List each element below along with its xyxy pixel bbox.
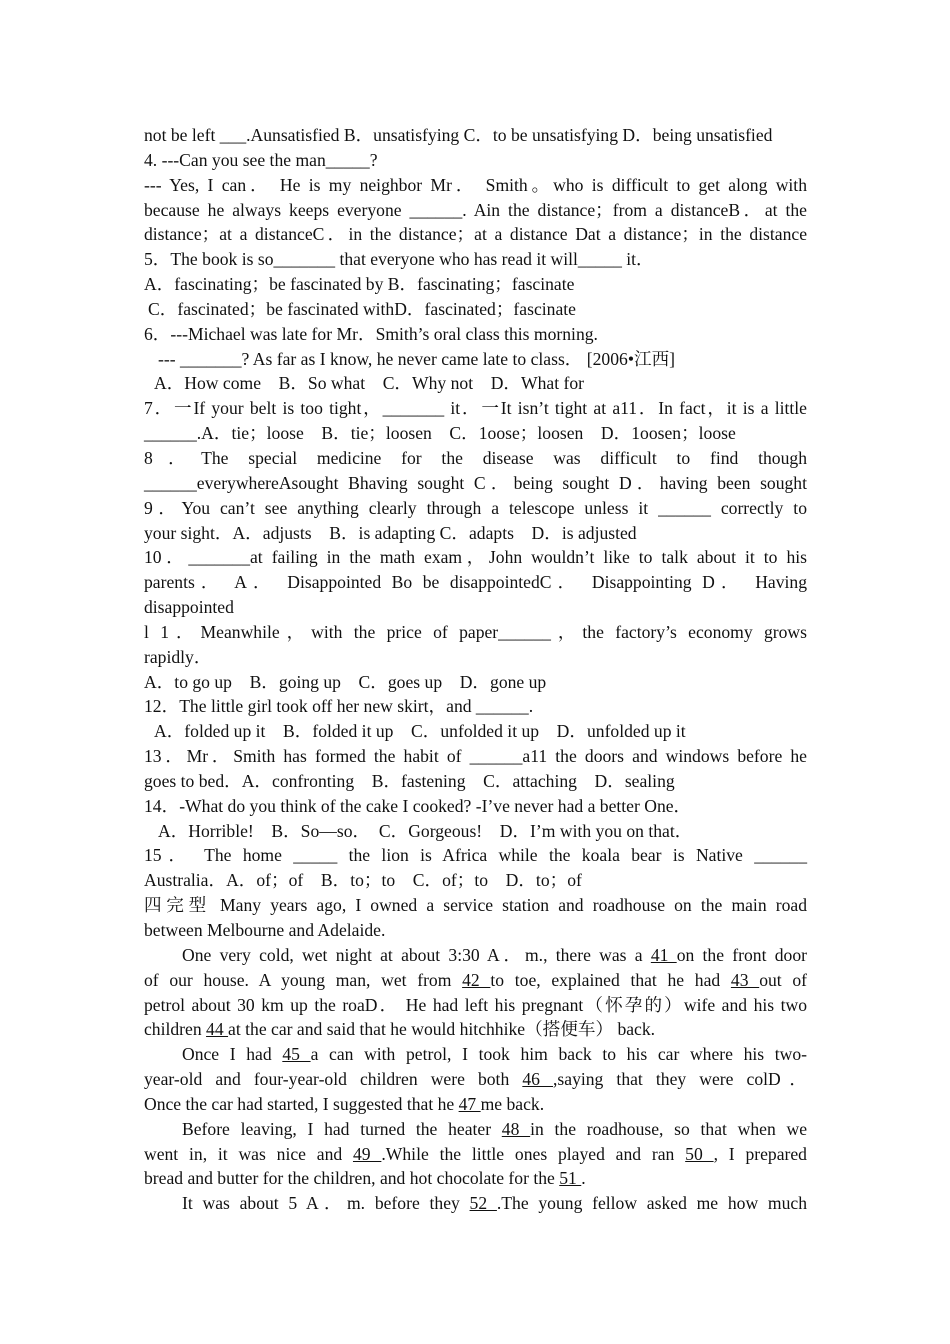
text-line: your sight．A．adjusts B．is adapting C．adapts D．is adjusted [144,522,637,543]
blank-48: 48 [501,1118,531,1139]
question-7: 7．一If your belt is too tight，_______ it．一It isn’t tight at a11．In fact，it is a little [144,398,807,419]
question-8: 8．The special medicine for the disease was difficult to find though [144,447,807,468]
passage-line: Once the car had started, I suggested that he 47 me back. [144,1093,545,1114]
document-page [144,123,807,1216]
text-line: A．How come B．So what C．Why not D．What for [154,373,585,394]
question-5: 5．The book is so_______ that everyone who has read it will_____ it． [144,249,654,270]
question-11: l 1．Meanwhile，with the price of paper______，the factory’s economy grows [144,621,807,642]
text-line: not be left ___.Aunsatisfied B．unsatisfying C．to be unsatisfying D．being unsatisfied [144,125,773,145]
text-line: A．fascinating；be fascinated by B．fascinating；fascinate [144,274,575,295]
text-line: parents． A． Disappointed Bo be disappointedC． Disappointing D． Having [144,572,807,593]
text-line: disappointed [144,597,234,618]
text-line: C．fascinated；be fascinated withD．fascinated；fascinate [148,298,576,319]
blank-41: 41 [650,944,677,965]
question-4: 4. ---Can you see the man_____? [144,149,378,170]
question-13: 13．Mr．Smith has formed the habit of ______a11 the doors and windows before he [144,746,807,767]
question-6: 6．---Michael was late for Mr．Smith’s oral class this morning. [144,323,598,344]
blank-47: 47 [458,1093,481,1114]
text-line: distance；at a distanceC．in the distance；at a distance Dat a distance；in the distance [144,224,807,245]
question-12: 12．The little girl took off her new skirt，and ______. [144,696,534,717]
passage-line: Before leaving, I had turned the heater 48 in the roadhouse, so that when we [182,1118,807,1139]
blank-42: 42 [462,969,491,990]
blank-45: 45 [282,1044,311,1065]
blank-49: 49 [352,1143,382,1164]
blank-52: 52 [469,1193,497,1214]
question-14: 14．-What do you think of the cake I cooked? -I’ve never had a better One． [144,795,692,816]
text-line: A．to go up B．going up C．goes up D．gone up [144,671,547,692]
blank-46: 46 [522,1069,554,1090]
text-line: A．folded up it B．folded it up C．unfolded it up D．unfolded up it [154,721,686,742]
blank-43: 43 [730,969,760,990]
question-10: 10．_______at failing in the math exam，John wouldn’t like to talk about it to his [144,547,807,568]
blank-51: 51 [559,1168,582,1189]
passage-line: Once I had 45 a can with petrol, I took him back to his car where his two- [182,1044,808,1065]
blank-50: 50 [685,1143,714,1164]
passage-line: bread and butter for the children, and hot chocolate for the 51 . [144,1168,586,1189]
text-line: between Melbourne and Adelaide. [144,920,386,940]
text-line: rapidly． [144,646,212,667]
passage-line: It was about 5 A．m. before they 52 .The young fellow asked me how much [182,1193,807,1214]
question-9: 9．You can’t see anything clearly through a telescope unless it ______ correctly to [144,497,807,518]
text-line: A．Horrible! B．So—so． C．Gorgeous! D．I’m with you on that． [158,820,693,841]
passage-line: One very cold, wet night at about 3:30 A．m., there was a 41 on the front door [182,944,807,965]
text-line: ______everywhereAsought Bhaving sought C．being sought D．having been sought [144,472,807,493]
cloze-heading: 四完型 Many years ago, I owned a service station and roadhouse on the main road [144,895,807,916]
text-line: goes to bed．A．confronting B．fastening C．attaching D．sealing [144,770,675,791]
text-line: --- _______? As far as I know, he never came late to class． [2006•江西] [158,348,676,369]
passage-line: year-old and four-year-old children were both 46 ,saying that they were colD． [144,1069,807,1090]
text-line: because he always keeps everyone ______. Ain the distance；from a distanceB．at the [144,199,807,220]
question-15: 15． The home _____ the lion is Africa while the koala bear is Native ______ [144,845,807,866]
text-line: --- Yes, I can． He is my neighbor Mr． Smith。who is difficult to get along with [144,174,807,195]
blank-44: 44 [206,1019,229,1040]
passage-line: children 44 at the car and said that he would hitchhike（搭便车） back. [144,1019,656,1040]
text-line: ______.A．tie；loose B．tie；loosen C．1oose；loosen D．1oosen；loose [144,423,736,444]
passage-line: of our house. A young man, wet from 42 to toe, explained that he had 43 out of [144,969,808,990]
passage-line: went in, it was nice and 49 .While the little ones played and ran 50 , I prepared [144,1143,807,1164]
text-line: Australia．A．of；of B．to；to C．of；to D．to；of [144,870,582,891]
passage-line: petrol about 30 km up the roaD． He had left his pregnant（怀孕的）wife and his two [144,994,807,1015]
